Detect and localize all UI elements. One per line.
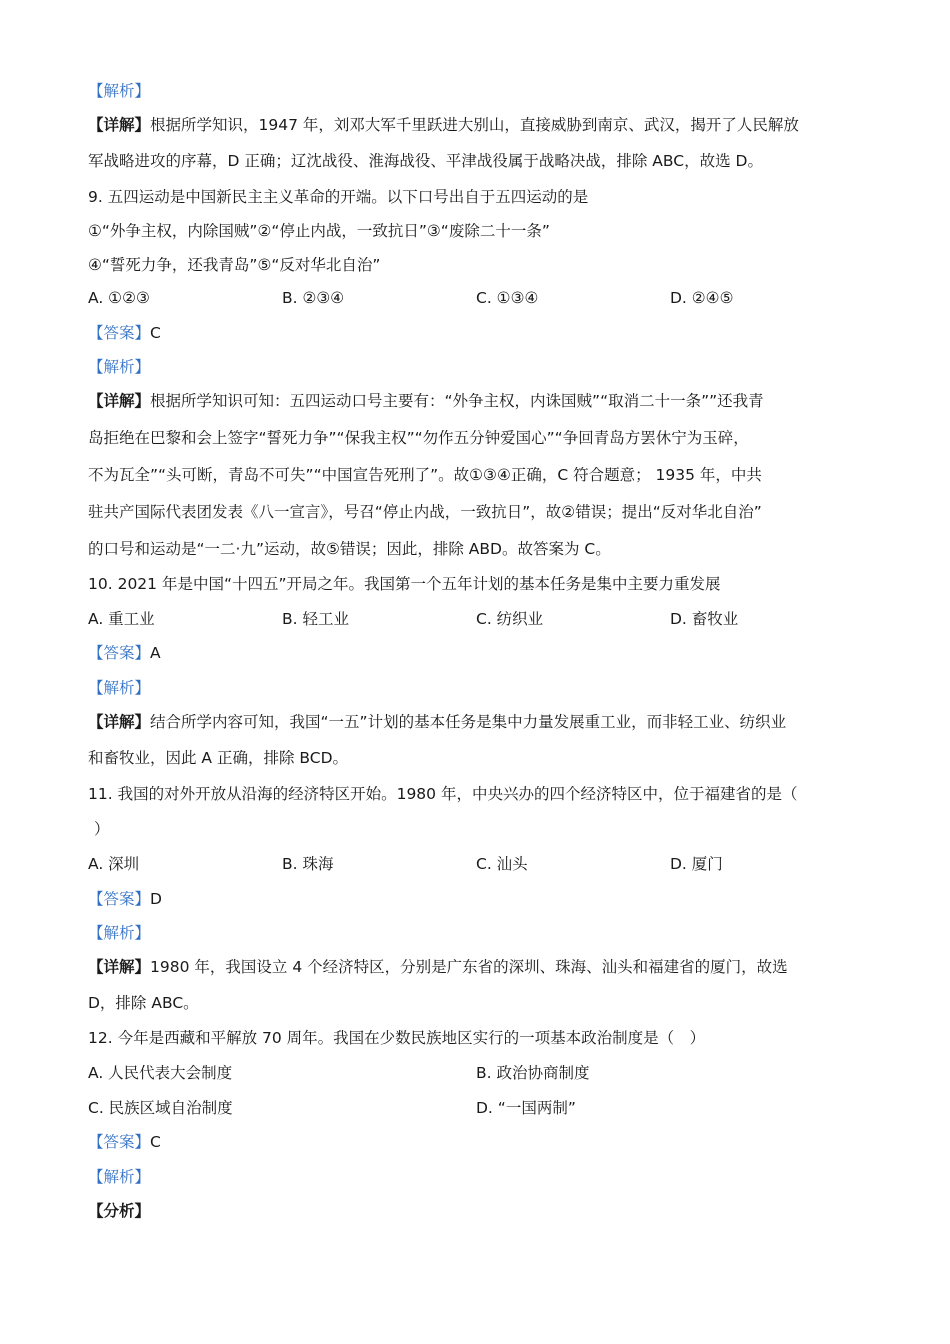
q11-stem: 11. 我国的对外开放从沿海的经济特区开始。1980 年，中央兴办的四个经济特区中，位于福建省的是（ — [88, 785, 798, 803]
q9-option-d: D. ②④⑤ — [670, 289, 734, 307]
q9-answer — [88, 323, 161, 343]
q11-stem-end: ） — [94, 820, 110, 838]
q8-detail-text-1: 根据所学知识，1947 年，刘邓大军千里跃进大别山，直接威胁到南京、武汉，揭开了人民解放 — [150, 116, 799, 134]
q11-detail-text-1: 1980 年，我国设立 4 个经济特区，分别是广东省的深圳、珠海、汕头和福建省的厦门，故选 — [150, 958, 788, 976]
q10-analysis-tag: 【解析】 — [88, 679, 151, 697]
q9-detail — [88, 391, 764, 411]
q12-answer — [88, 1132, 161, 1152]
q10-option-c: C. 纺织业 — [476, 610, 544, 628]
q11-answer-value: D — [150, 890, 162, 908]
q12-option-d: D. “一国两制” — [476, 1099, 576, 1117]
q10-answer-value: A — [150, 644, 161, 662]
q12-option-a: A. 人民代表大会制度 — [88, 1064, 233, 1082]
q10-option-d: D. 畜牧业 — [670, 610, 739, 628]
q9-option-a: A. ①②③ — [88, 289, 150, 307]
q11-option-d: D. 厦门 — [670, 855, 723, 873]
q12-fenxi-tag: 【分析】 — [88, 1202, 151, 1220]
q9-slogans-2: ④“誓死力争，还我青岛”⑤“反对华北自治” — [88, 256, 381, 274]
q8-analysis-tag: 【解析】 — [88, 82, 151, 100]
q9-detail-text-3: 不为瓦全”“头可断，青岛不可失”“中国宣告死刑了”。故①③④正确，C 符合题意； 1935 年，中共 — [88, 466, 762, 484]
q12-analysis-tag: 【解析】 — [88, 1168, 151, 1186]
q12-option-c: C. 民族区域自治制度 — [88, 1099, 233, 1117]
q10-detail-tag: 【详解】 — [88, 713, 151, 731]
q10-detail-text-2: 和畜牧业，因此 A 正确，排除 BCD。 — [88, 749, 349, 767]
q11-option-b: B. 珠海 — [282, 855, 334, 873]
q11-option-a: A. 深圳 — [88, 855, 140, 873]
q10-stem: 10. 2021 年是中国“十四五”开局之年。我国第一个五年计划的基本任务是集中主要力重发展 — [88, 575, 721, 593]
q11-answer — [88, 889, 162, 909]
q8-detail — [88, 115, 799, 135]
q9-stem: 9. 五四运动是中国新民主主义革命的开端。以下口号出自于五四运动的是 — [88, 188, 589, 206]
q9-detail-text-1: 根据所学知识可知：五四运动口号主要有：“外争主权，内诛国贼”“取消二十一条””还我青 — [150, 392, 764, 410]
q12-answer-value: C — [150, 1133, 161, 1151]
q8-detail-tag: 【详解】 — [88, 116, 151, 134]
q11-detail-tag: 【详解】 — [88, 958, 151, 976]
q9-answer-value: C — [150, 324, 161, 342]
q10-detail — [88, 712, 786, 732]
q8-detail-text-2: 军战略进攻的序幕，D 正确；辽沈战役、淮海战役、平津战役属于战略决战，排除 ABC，故选 D。 — [88, 152, 763, 170]
q10-answer-tag: 【答案】 — [88, 644, 151, 662]
q9-detail-tag: 【详解】 — [88, 392, 151, 410]
q9-option-b: B. ②③④ — [282, 289, 345, 307]
q10-answer — [88, 643, 161, 663]
q9-answer-tag: 【答案】 — [88, 324, 151, 342]
q11-detail — [88, 957, 788, 977]
q11-detail-text-2: D，排除 ABC。 — [88, 994, 199, 1012]
q12-stem: 12. 今年是西藏和平解放 70 周年。我国在少数民族地区实行的一项基本政治制度是（ ） — [88, 1029, 706, 1047]
q9-detail-text-4: 驻共产国际代表团发表《八一宣言》，号召“停止内战，一致抗日”，故②错误；提出“反对华北自治” — [88, 503, 762, 521]
q9-option-c: C. ①③④ — [476, 289, 539, 307]
q9-analysis-tag: 【解析】 — [88, 358, 151, 376]
q12-answer-tag: 【答案】 — [88, 1133, 151, 1151]
q12-option-b: B. 政治协商制度 — [476, 1064, 590, 1082]
q9-detail-text-2: 岛拒绝在巴黎和会上签字“誓死力争”“保我主权”“勿作五分钟爱国心”“争回青岛方罢休宁为玉碎， — [88, 429, 749, 447]
q11-answer-tag: 【答案】 — [88, 890, 151, 908]
q9-slogans-1: ①“外争主权，内除国贼”②“停止内战，一致抗日”③“废除二十一条” — [88, 222, 550, 240]
q9-detail-text-5: 的口号和运动是“一二·九”运动，故⑤错误；因此，排除 ABD。故答案为 C。 — [88, 540, 611, 558]
q11-analysis-tag: 【解析】 — [88, 924, 151, 942]
q10-option-b: B. 轻工业 — [282, 610, 349, 628]
q11-option-c: C. 汕头 — [476, 855, 528, 873]
q10-option-a: A. 重工业 — [88, 610, 155, 628]
q10-detail-text-1: 结合所学内容可知，我国“一五”计划的基本任务是集中力量发展重工业，而非轻工业、纺织业 — [150, 713, 787, 731]
